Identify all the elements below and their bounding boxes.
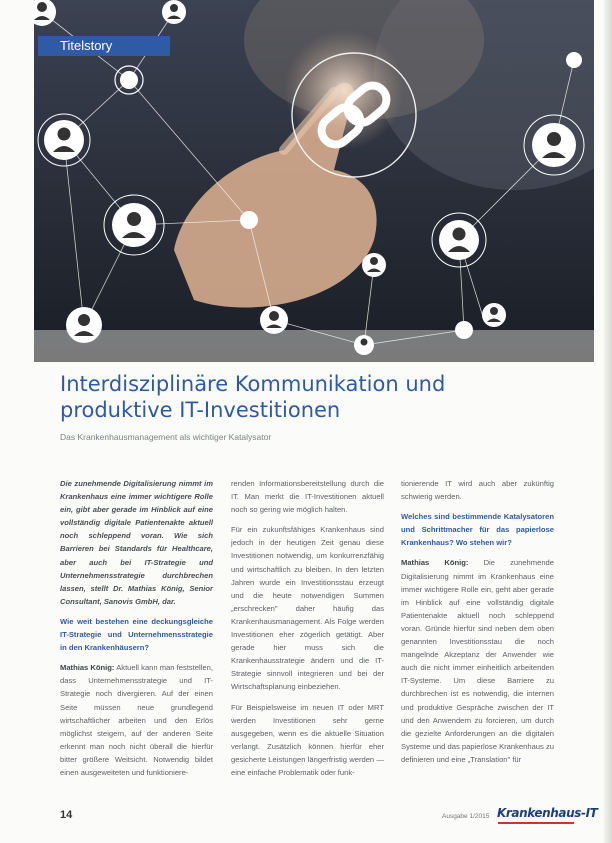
- interview-answer: [401, 556, 554, 766]
- article-headline: [60, 371, 580, 423]
- issue-label: Ausgabe 1/2015: [442, 813, 490, 820]
- page-number: 14: [60, 809, 73, 821]
- interview-question: Welches sind bestimmende Katalysatoren und Schrittmacher für das papierlose Krankenhaus? Wo stehen wir?: [401, 512, 554, 548]
- answer-text: Die zunehmende Digitalisierung nimmt im Krankenhaus eine immer wichtigere Rolle ein, geht aber gerade im Hinblick auf eine vollständig digitale Patientenakte aktuell noch schleppend voran. Gründe hierfür sind neben dem oben genannten Investitionsstau die noch mangelnde Akzeptanz der Anwender wie auch die nicht immer einheitlich arbeitenden IT-Systeme. Um diese Barriere zu durchbrechen ist es notwendig, die internen und produktive Gespräche zwischen der IT und den Anwendern zu forcieren, um durch die gezielte Anforderungen an die digitalen Systeme und das papierlose Krankenhaus zu definieren und eine „Translation" für: [401, 558, 554, 764]
- speaker-name: Mathias König:: [401, 558, 469, 568]
- text-column-2: [231, 477, 384, 786]
- kicker-label: Titelstory: [38, 36, 170, 56]
- body-paragraph: renden Informationsbereitstellung durch die IT. Man merkt die IT-Investitionen aktuell noch so gering wie möglich halten.: [231, 479, 384, 515]
- interview-answer: [60, 661, 213, 779]
- headline-line-2: produktive IT-Investitionen: [60, 398, 341, 422]
- speaker-name: Mathias König:: [60, 663, 115, 673]
- intro-paragraph: Die zunehmende Digitalisierung nimmt im Krankenhaus eine immer wichtigere Rolle ein, gibt aber gerade im Hinblick auf eine vollständig digitale Patientenakte aktuell noch schleppend voran. Wie sich Barrieren bei Standards für Healthcare, aber auch bei IT-Strategie und Unternehmensstrategie durchbrechen lassen, stellt Dr. Mathias König, Senior Consultant, Sanovis GmbH, dar.: [60, 479, 213, 606]
- body-paragraph: Für Beispielsweise im neuen IT oder MRT werden Investitionen sehr gerne ausgegeben, wenn es die aktuelle Situation verlangt. Zusätzlich können hierfür eher gesicherte Leistungen längerfristig werden — eine einfache Problematik oder funk-: [231, 702, 384, 777]
- brand-underline: [498, 822, 574, 824]
- scan-edge: [604, 0, 612, 843]
- magazine-brand: Krankenhaus-IT: [497, 806, 598, 820]
- answer-text: Aktuell kann man feststellen, dass Unternehmensstrategie und IT-Strategie noch divergieren. Auf der einen Seite müssen neue grundlegend wirtschaftlicher arbeiten und den Erlös möglichst steigern, auf der anderen Seite erkennt man noch nicht überall die hierfür bitter größere Weitsicht. Notwendig bildet einen ausgeweiteten und funktioniere-: [60, 663, 213, 777]
- interview-question: Wie weit bestehen eine deckungsgleiche IT-Strategie und Unternehmensstrategie in den Krankenhäusern?: [60, 616, 213, 653]
- text-column-1: [60, 477, 213, 786]
- body-paragraph: tionierende IT wird auch aber zukünftig schwierig werden.: [401, 479, 554, 502]
- text-column-3: [401, 477, 554, 773]
- body-paragraph: Für ein zukunftsfähiges Krankenhaus sind jedoch in der heutigen Zeit genau diese Investitionen notwendig, um konkurrenzfähig und wirtschaftlich zu bleiben. In den letzten Jahren wurde ein Investitionsstau erzeugt und die heute notwendigen Summen „erschrecken" daher häufig das Krankenhausmanagement. Als Folge werden Investitionen eher zögerlich getätigt. Aber gerade hier muss sich die Krankenhausstrategie ändern und die IT-Strategie sinnvoll integrieren und bei der Wirtschaftsplanung einbeziehen.: [231, 525, 384, 692]
- article-subline: Das Krankenhausmanagement als wichtiger Katalysator: [60, 432, 272, 442]
- headline-line-1: Interdisziplinäre Kommunikation und: [60, 372, 446, 396]
